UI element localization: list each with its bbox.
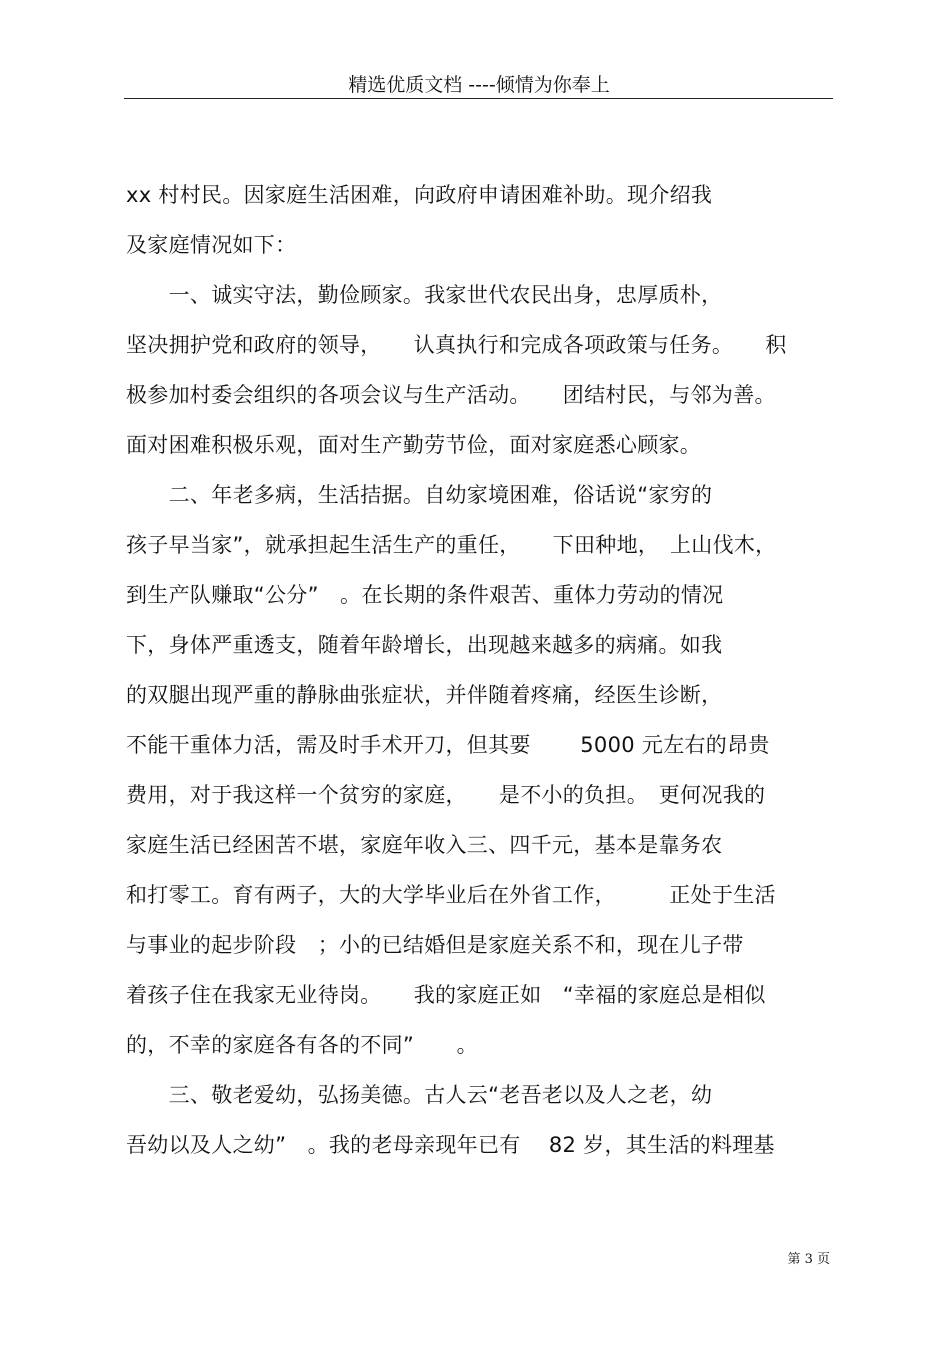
text-line: 的双腿出现严重的静脉曲张症状，并伴随着疼痛，经医生诊断，	[126, 683, 723, 707]
text-line: 一、诚实守法，勤俭顾家。我家世代农民出身，忠厚质朴，	[126, 283, 723, 307]
text-line: 孩子早当家”，就承担起生活生产的重任， 下田种地， 上山伐木，	[126, 533, 777, 557]
text-line: 与事业的起步阶段 ；小的已结婚但是家庭关系不和，现在儿子带	[126, 933, 744, 957]
text-line: 着孩子住在我家无业待岗。 我的家庭正如 “幸福的家庭总是相似	[126, 983, 766, 1007]
page-header: 精选优质文档 ----倾情为你奉上	[348, 74, 610, 96]
text-line: 到生产队赚取“公分” 。在长期的条件艰苦、重体力劳动的情况	[126, 583, 724, 607]
text-line: 吾幼以及人之幼” 。我的老母亲现年已有 82 岁，其生活的料理基	[126, 1133, 775, 1157]
text-line: xx 村村民。因家庭生活困难，向政府申请困难补助。现介绍我	[126, 183, 713, 207]
text-line: 及家庭情况如下：	[126, 233, 297, 257]
text-line: 二、年老多病，生活拮据。自幼家境困难，俗话说“家穷的	[126, 483, 713, 507]
header-divider	[124, 98, 833, 99]
text-line: 家庭生活已经困苦不堪，家庭年收入三、四千元，基本是靠务农	[126, 833, 723, 857]
text-line: 和打零工。育有两子，大的大学毕业后在外省工作， 正处于生活	[126, 883, 776, 907]
page-number: 第 3 页	[787, 1252, 830, 1267]
document-body	[126, 174, 832, 1174]
text-line: 费用，对于我这样一个贫穷的家庭， 是不小的负担。 更何况我的	[126, 783, 766, 807]
text-line: 三、敬老爱幼，弘扬美德。古人云“老吾老以及人之老，幼	[126, 1083, 713, 1107]
text-line: 不能干重体力活，需及时手术开刀，但其要 5000 元左右的昂贵	[126, 733, 770, 757]
text-line: 下，身体严重透支，随着年龄增长，出现越来越多的病痛。如我	[126, 633, 723, 657]
text-line: 坚决拥护党和政府的领导， 认真执行和完成各项政策与任务。 积	[126, 333, 787, 357]
text-line: 极参加村委会组织的各项会议与生产活动。 团结村民，与邻为善。	[126, 383, 776, 407]
text-line: 的，不幸的家庭各有各的不同” 。	[126, 1033, 478, 1057]
text-line: 面对困难积极乐观，面对生产勤劳节俭，面对家庭悉心顾家。	[126, 433, 702, 457]
